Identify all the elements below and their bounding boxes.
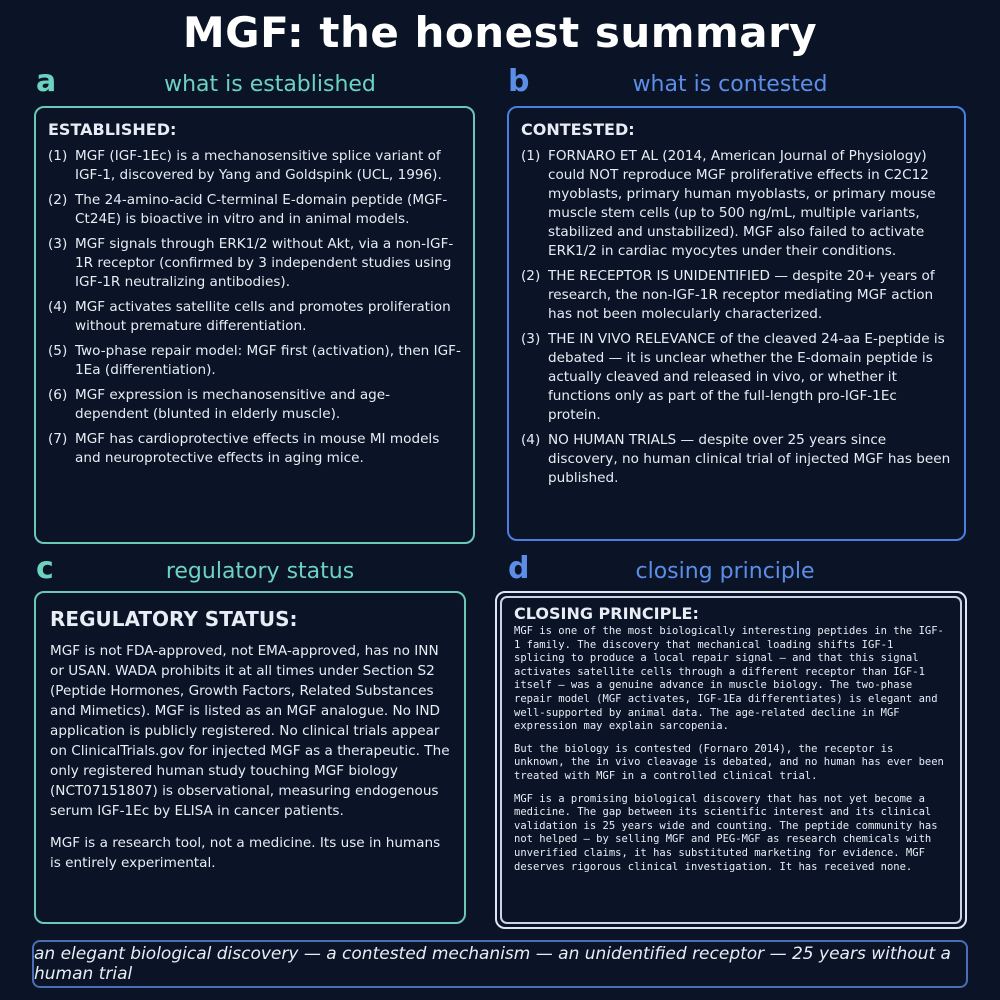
item-number: (1) [48,148,68,164]
paragraph: But the biology is contested (Fornaro 2014), the receptor is unknown, the in vivo cleavage is debated, and no human has ever been treated with MGF in a controlled clinical trial. [514,742,944,782]
list-item [48,342,461,380]
paragraph: MGF is not FDA-approved, not EMA-approved, has no INN or USAN. WADA prohibits it at all times under Section S2 (Peptide Hormones, Growth Factors, Related Substances and Mimetics). MGF is listed as an MGF analogue. No IND application is publicly registered. No clinical trials appear on ClinicalTrials.gov for injected MGF as a therapeutic. The only registered human study touching MGF biology (NCT07151807) is observational, measuring endogenous serum IGF-1Ec by ELISA in cancer patients. [50,643,450,819]
panel-c-title: regulatory status [165,559,355,584]
list-item [48,147,461,185]
closing-text [514,625,948,874]
item-number: (2) [521,268,541,284]
item-text: THE IN VIVO RELEVANCE of the cleaved 24-aa E-peptide is debated — it is unclear whether the E-domain peptide is actually cleaved and released in vivo, or whether it functions only as part of the full-length pro-IGF-1Ec protein. [548,331,945,423]
item-text: MGF expression is mechanosensitive and age-dependent (blunted in elderly muscle). [75,387,391,422]
contested-panel [507,106,966,541]
page-title: MGF: the honest summary [182,8,818,57]
panel-a-label: a [36,64,57,99]
item-number: (4) [521,432,541,448]
regulatory-heading: REGULATORY STATUS: [50,607,298,631]
item-number: (6) [48,387,68,403]
contested-list [521,147,952,488]
item-text: Two-phase repair model: MGF first (activation), then IGF-1Ea (differentiation). [75,343,461,378]
list-item [48,386,461,424]
item-text: MGF signals through ERK1/2 without Akt, via a non-IGF-1R receptor (confirmed by 3 independent studies using IGF-1R neutralizing antibodies). [75,236,454,290]
panel-a-title: what is established [164,72,376,97]
panel-d-title: closing principle [635,559,815,584]
item-text: MGF activates satellite cells and promotes proliferation without premature differentiation. [75,299,451,334]
list-item [48,191,461,229]
item-text: THE RECEPTOR IS UNIDENTIFIED — despite 20+ years of research, the non-IGF-1R receptor mediating MGF action has not been molecularly characterized. [548,268,935,322]
item-number: (5) [48,343,68,359]
panel-c-label: c [36,551,54,586]
contested-heading: CONTESTED: [521,120,635,139]
list-item [48,430,461,468]
established-list [48,147,461,468]
item-number: (1) [521,148,541,164]
closing-heading: CLOSING PRINCIPLE: [514,604,699,623]
paragraph: MGF is a research tool, not a medicine. Its use in humans is entirely experimental. [50,835,441,871]
item-number: (7) [48,431,68,447]
list-item [48,235,461,292]
closing-panel [495,591,967,929]
item-text: MGF (IGF-1Ec) is a mechanosensitive splice variant of IGF-1, discovered by Yang and Goldspink (UCL, 1996). [75,148,442,183]
item-text: MGF has cardioprotective effects in mouse MI models and neuroprotective effects in aging mice. [75,431,440,466]
list-item [521,147,952,261]
item-number: (4) [48,299,68,315]
item-text: FORNARO ET AL (2014, American Journal of Physiology) could NOT reproduce MGF proliferative effects in C2C12 myoblasts, primary human myoblasts, or primary mouse muscle stem cells (up to 500 ng/mL, multiple variants, stabilized and unstabilized). MGF also failed to activate ERK1/2 in cardiac myocytes under their conditions. [548,148,936,259]
footer-banner: an elegant biological discovery — a contested mechanism — an unidentified receptor — 25 years without a human trial [32,940,968,988]
established-panel [34,106,475,544]
panel-b-title: what is contested [632,72,828,97]
item-number: (3) [521,331,541,347]
paragraph: MGF is one of the most biologically interesting peptides in the IGF-1 family. The discovery that mechanical loading shifts IGF-1 splicing to produce a local repair signal — and that this signal activates satellite cells through a different receptor than IGF-1 itself — was a genuine advance in muscle biology. The two-phase repair model (MGF activates, IGF-1Ea differentiates) is elegant and well-supported by animal data. The age-related decline in MGF expression may explain sarcopenia. [514,625,944,733]
item-text: The 24-amino-acid C-terminal E-domain peptide (MGF-Ct24E) is bioactive in vitro and in animal models. [75,192,448,227]
list-item [48,298,461,336]
paragraph: MGF is a promising biological discovery that has not yet become a medicine. The gap between its scientific interest and its clinical validation is 25 years wide and counting. The peptide community has not helped — by selling MGF and PEG-MGF as research chemicals with unverified claims, it has substituted marketing for evidence. MGF deserves rigorous clinical investigation. It has received none. [514,792,938,873]
item-number: (3) [48,236,68,252]
established-heading: ESTABLISHED: [48,120,177,139]
list-item [521,431,952,488]
panel-b-label: b [508,64,530,99]
regulatory-text [50,641,450,873]
list-item [521,267,952,324]
item-number: (2) [48,192,68,208]
list-item [521,330,952,425]
regulatory-panel [34,591,466,924]
panel-d-label: d [508,551,530,586]
item-text: NO HUMAN TRIALS — despite over 25 years since discovery, no human clinical trial of injected MGF has been published. [548,432,951,486]
